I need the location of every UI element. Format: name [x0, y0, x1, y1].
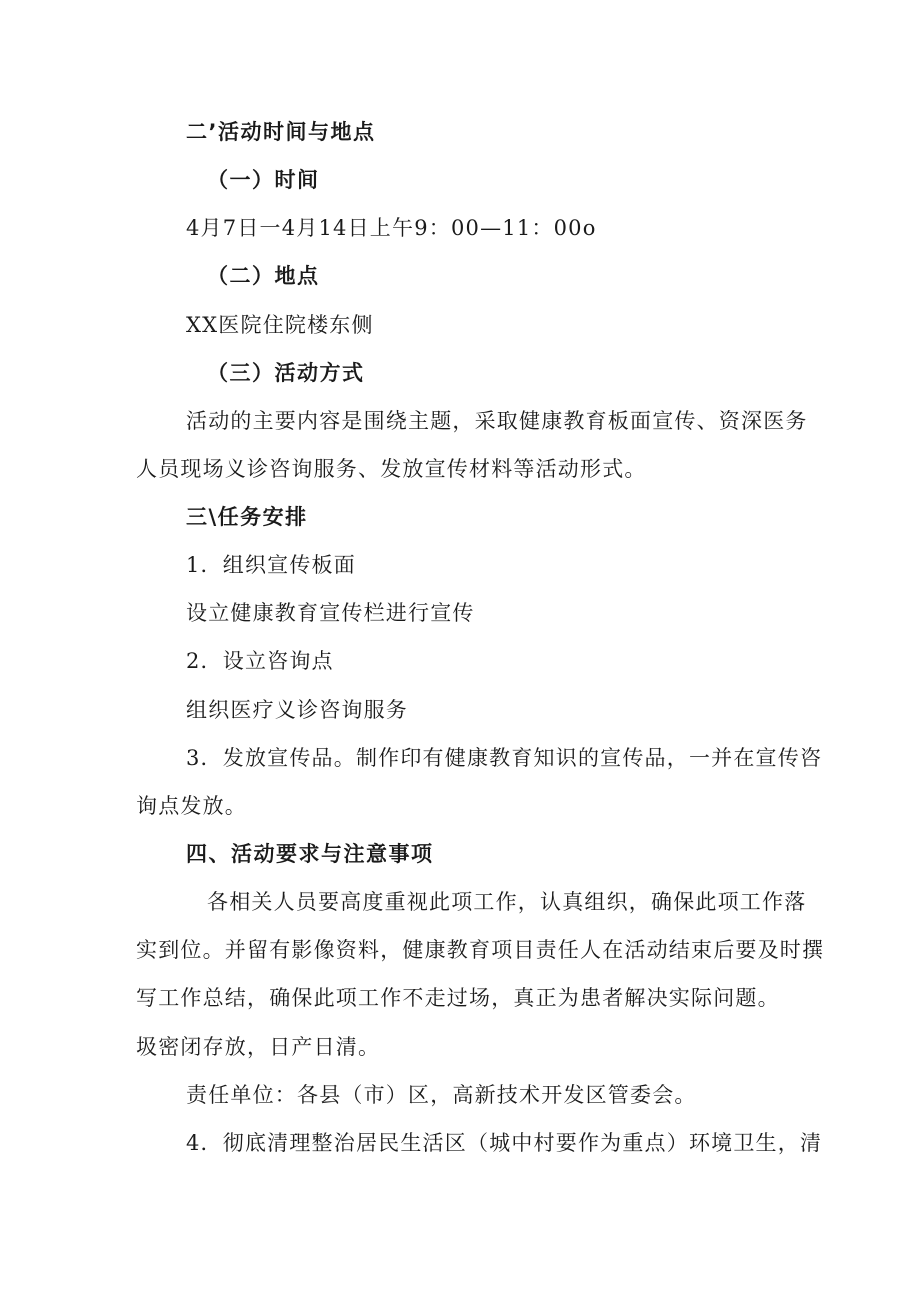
task-1-text: 设立健康教育宣传栏进行宣传 [186, 601, 475, 625]
requirements-line-2: 实到位。并留有影像资料，健康教育项目责任人在活动结束后要及时撰 [136, 938, 825, 962]
task-1-title: 1．组织宣传板面 [186, 553, 356, 577]
fragment-line: 圾密闭存放，日产日清。 [136, 1035, 381, 1059]
requirements-line-1: 各相关人员要高度重视此项工作，认真组织，确保此项工作落 [207, 890, 807, 914]
section-heading-time-place: 二’活动时间与地点 [186, 120, 376, 144]
task-2-title: 2．设立咨询点 [186, 649, 334, 673]
responsible-unit-line: 责任单位：各县（市）区，高新技术开发区管委会。 [186, 1083, 697, 1107]
section-heading-requirements: 四、活动要求与注意事项 [186, 842, 434, 866]
section-heading-tasks: 三\任务安排 [186, 505, 308, 529]
item-4-line: 4．彻底清理整治居民生活区（城中村要作为重点）环境卫生，清 [186, 1131, 823, 1155]
task-2-text: 组织医疗义诊咨询服务 [186, 698, 408, 722]
place-text: XX医院住院楼东侧 [186, 313, 374, 337]
requirements-line-3: 写工作总结，确保此项工作不走过场，真正为患者解决实际问题。 [136, 986, 780, 1010]
method-paragraph-line-1: 活动的主要内容是围绕主题，采取健康教育板面宣传、资深医务 [186, 409, 808, 433]
subheading-place: （二）地点 [207, 264, 320, 288]
method-paragraph-line-2: 人员现场义诊咨询服务、发放宣传材料等活动形式。 [136, 457, 647, 481]
subheading-method: （三）活动方式 [207, 361, 365, 385]
task-3-line-1: 3．发放宣传品。制作印有健康教育知识的宣传品，一并在宣传咨 [186, 746, 823, 770]
subheading-time: （一）时间 [207, 168, 320, 192]
time-text: 4月7日一4月14日上午9：00—11：00o [186, 216, 597, 240]
task-3-line-2: 询点发放。 [136, 794, 247, 818]
